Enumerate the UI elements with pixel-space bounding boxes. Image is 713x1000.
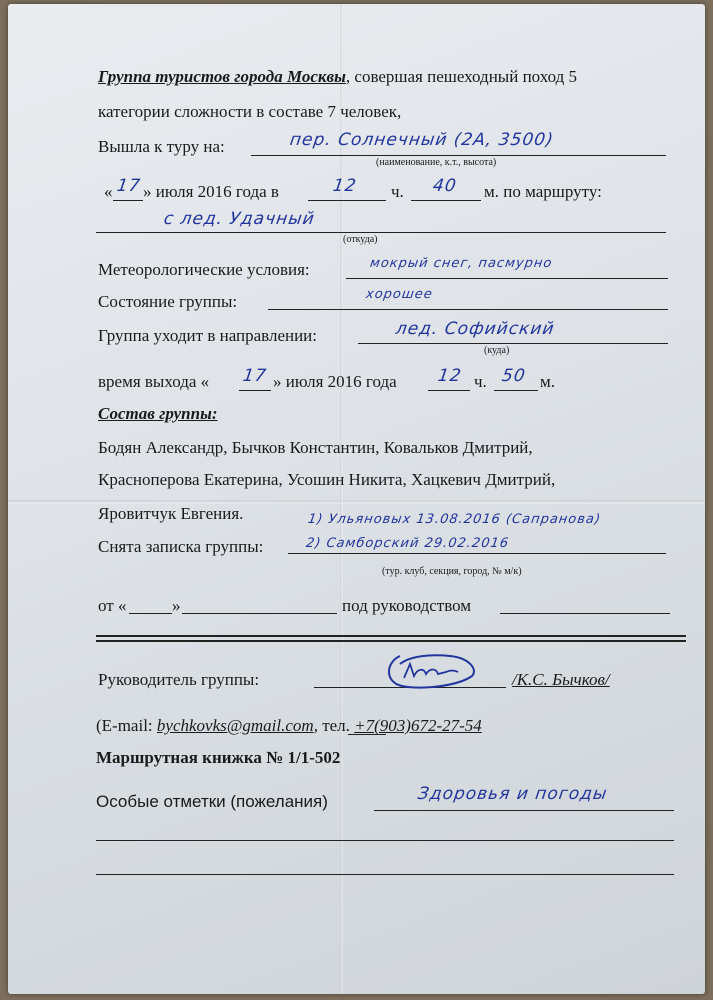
email-link[interactable]: bychkovks@gmail.com xyxy=(156,716,314,735)
arrival-text-3: м. по маршруту: xyxy=(484,182,602,201)
direction-caption: (куда) xyxy=(484,345,510,356)
members-line-1: Бодян Александр, Бычков Константин, Ковальков Дмитрий, xyxy=(98,438,533,457)
remarks-value: Здоровья и погоды xyxy=(416,784,609,804)
pass-line xyxy=(251,155,666,156)
weather-label: Метеорологические условия: xyxy=(98,260,310,279)
departure-text-3: ч. xyxy=(474,372,487,391)
pass-label: Вышла к туру на: xyxy=(98,137,225,156)
direction-label: Группа уходит в направлении: xyxy=(98,326,317,345)
condition-line xyxy=(268,309,668,310)
arrival-quote: « xyxy=(104,182,113,201)
phone-number: +7(903)672-27-54 xyxy=(354,716,482,735)
condition-label: Состояние группы: xyxy=(98,292,238,311)
arrival-minute-line xyxy=(411,200,481,201)
departure-hour: 12 xyxy=(436,366,464,386)
removed-note-entry-1: 1) Ульяновых 13.08.2016 (Сапранова) xyxy=(306,512,603,527)
removed-note-label: Снята записка группы: xyxy=(98,537,264,556)
removed-note-line xyxy=(288,553,666,554)
departure-day: 17 xyxy=(241,366,269,386)
direction-line xyxy=(358,343,668,344)
header-line-1-rest: , совершая пешеходный поход 5 xyxy=(345,67,577,86)
header-line-2: категории сложности в составе 7 человек, xyxy=(98,102,402,121)
route-from-value: с лед. Удачный xyxy=(162,209,317,229)
members-heading: Состав группы: xyxy=(98,404,218,423)
from-text-1: от « xyxy=(98,596,127,615)
removed-note-entry-2: 2) Самборский 29.02.2016 xyxy=(304,536,511,551)
arrival-text-1: » июля 2016 года в xyxy=(143,182,279,201)
departure-day-line xyxy=(239,390,271,391)
remarks-label: Особые отметки (пожелания) xyxy=(96,792,328,811)
arrival-hour-line xyxy=(308,200,386,201)
route-from-caption: (откуда) xyxy=(343,234,378,245)
departure-minute-line xyxy=(494,390,538,391)
remarks-line-2 xyxy=(96,840,674,841)
remarks-line-1 xyxy=(374,810,674,811)
group-title: Группа туристов города Москвы xyxy=(98,67,346,86)
email-prefix: (E-mail: xyxy=(96,716,157,735)
pass-value: пер. Солнечный (2А, 3500) xyxy=(288,130,556,150)
from-text-3: под руководством xyxy=(342,596,472,615)
arrival-minute: 40 xyxy=(431,176,459,196)
from-date-line xyxy=(182,613,337,614)
weather-value: мокрый снег, пасмурно xyxy=(368,256,554,271)
departure-text-2: » июля 2016 года xyxy=(273,372,397,391)
departure-text-4: м. xyxy=(540,372,556,391)
members-line-3: Яровитчук Евгения. xyxy=(98,504,244,523)
route-from-line xyxy=(96,232,666,233)
condition-value: хорошее xyxy=(364,287,434,302)
members-line-2: Красноперова Екатерина, Усошин Никита, Хацкевич Дмитрий, xyxy=(98,470,556,489)
pass-caption: (наименование, к.т., высота) xyxy=(376,157,497,168)
direction-value: лед. Софийский xyxy=(394,319,556,339)
departure-minute: 50 xyxy=(500,366,528,386)
route-book-label: Маршрутная книжка № 1/1-502 xyxy=(96,748,341,767)
arrival-day-line xyxy=(113,200,143,201)
from-leader-line xyxy=(500,613,670,614)
leader-name: /К.С. Бычков/ xyxy=(512,670,610,689)
leader-label: Руководитель группы: xyxy=(98,670,260,689)
arrival-text-2: ч. xyxy=(391,182,404,201)
arrival-hour: 12 xyxy=(331,176,359,196)
document-sheet xyxy=(8,4,705,994)
departure-text-1: время выхода « xyxy=(98,372,210,391)
from-day-line xyxy=(129,613,172,614)
section-divider xyxy=(96,635,686,642)
leader-contacts xyxy=(96,716,482,736)
departure-hour-line xyxy=(428,390,470,391)
email-trailing-line xyxy=(348,734,386,735)
paper-fold-vertical xyxy=(340,4,343,994)
arrival-day: 17 xyxy=(115,176,143,196)
leader-signature xyxy=(380,648,480,692)
weather-line xyxy=(346,278,668,279)
phone-prefix: , тел. xyxy=(313,716,355,735)
from-text-2: » xyxy=(172,596,181,615)
remarks-line-3 xyxy=(96,874,674,875)
header-line-1 xyxy=(98,67,577,87)
removed-note-caption: (тур. клуб, секция, город, № м/к) xyxy=(382,566,522,577)
